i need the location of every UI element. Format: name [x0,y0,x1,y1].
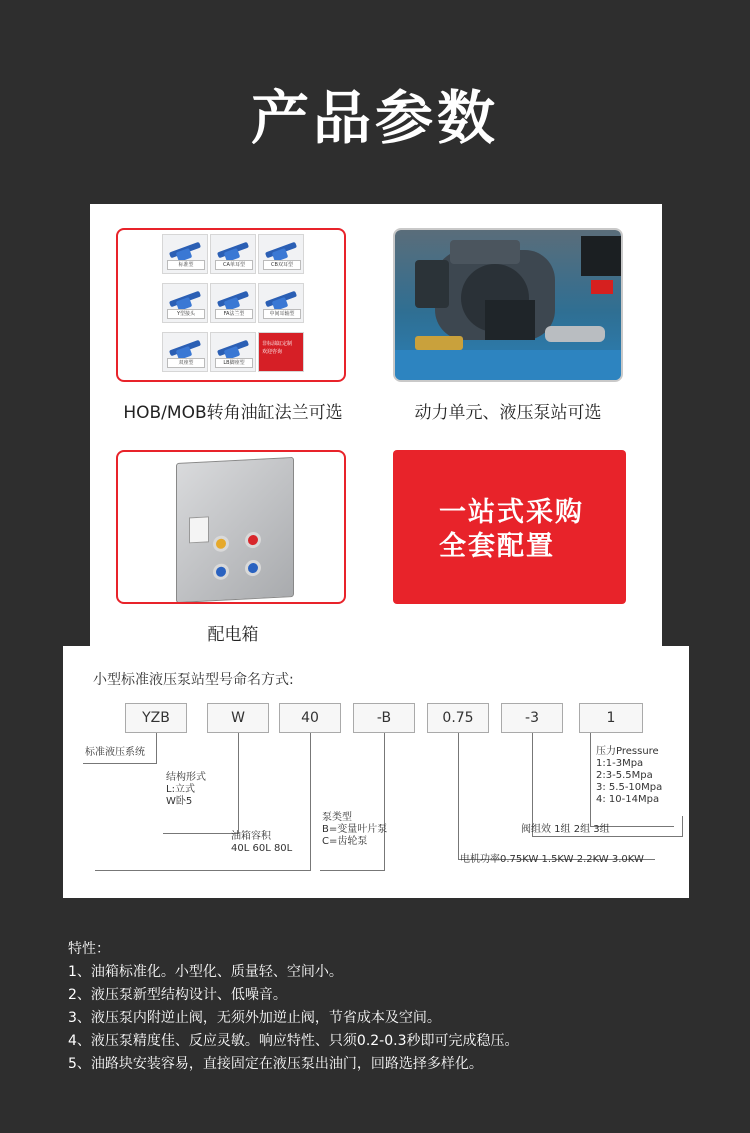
cylinder-icon: Y型接头 [162,283,208,323]
banner-line: 一站式采购 [439,497,584,528]
cylinder-icon: FA法兰型 [210,283,256,323]
code-box: 40 [279,703,341,733]
custom-cylinder-banner: 非标油缸定制 欢迎咨询 [258,332,304,372]
label-valve: 阀组效 1组 2组 3组 [521,824,610,835]
model-naming-panel [63,646,689,898]
label-pump: 泵类型 B=变量叶片泵 C=齿轮泵 [322,812,388,847]
electrical-box-image [116,450,346,604]
label-tank: 油箱容积 40L 60L 80L [231,831,293,854]
label-motor: 电机功率0.75KW 1.5KW 2.2KW 3.0KW [460,854,644,865]
page-title: 产品参数 [250,84,499,152]
code-box: 1 [579,703,643,733]
cylinder-icon: CB双耳型 [258,234,304,274]
code-box: -3 [501,703,563,733]
banner-line: 全套配置 [439,531,555,562]
one-stop-banner [393,450,626,604]
label-pressure: 压力Pressure 1:1-3Mpa 2:3-5.5Mpa 3: 5.5-10Mpa 4: 10-14Mpa [596,746,663,805]
product-caption: HOB/MOB转角油缸法兰可选 [123,403,343,423]
code-box: 0.75 [427,703,489,733]
features-heading: 特性： [68,941,110,957]
cylinder-icon: CA单耳型 [210,234,256,274]
cylinder-icon: 中间耳轴型 [258,283,304,323]
pump-unit-image [393,228,623,382]
label-structure: 结构形式 L:立式 W卧5 [166,772,206,807]
product-caption: 配电箱 [207,625,259,645]
feature-item: 1、油箱标准化。小型化、质量轻、空间小。 [68,964,343,980]
cylinder-icon: 双座型 [162,332,208,372]
product-caption: 动力单元、液压泵站可选 [414,403,602,423]
electrical-box-icon [176,457,294,603]
feature-item: 4、液压泵精度佳、反应灵敏。响应特性、只须0.2-0.3秒即可完成稳压。 [68,1033,519,1049]
features-list [68,938,519,1076]
motor-icon [395,230,623,382]
code-box: YZB [125,703,187,733]
cylinder-icon: 标准型 [162,234,208,274]
label-series: 标准液压系统 [85,747,145,758]
feature-item: 5、油路块安装容易，直接固定在液压泵出油门，回路选择多样化。 [68,1056,483,1072]
feature-item: 3、液压泵内附逆止阀，无须外加逆止阀，节省成本及空间。 [68,1010,441,1026]
cylinder-options-image [116,228,346,382]
cylinder-icon: LB脚座型 [210,332,256,372]
feature-item: 2、液压泵新型结构设计、低噪音。 [68,987,287,1003]
naming-title: 小型标准液压泵站型号命名方式: [93,672,294,688]
code-box: -B [353,703,415,733]
code-box: W [207,703,269,733]
